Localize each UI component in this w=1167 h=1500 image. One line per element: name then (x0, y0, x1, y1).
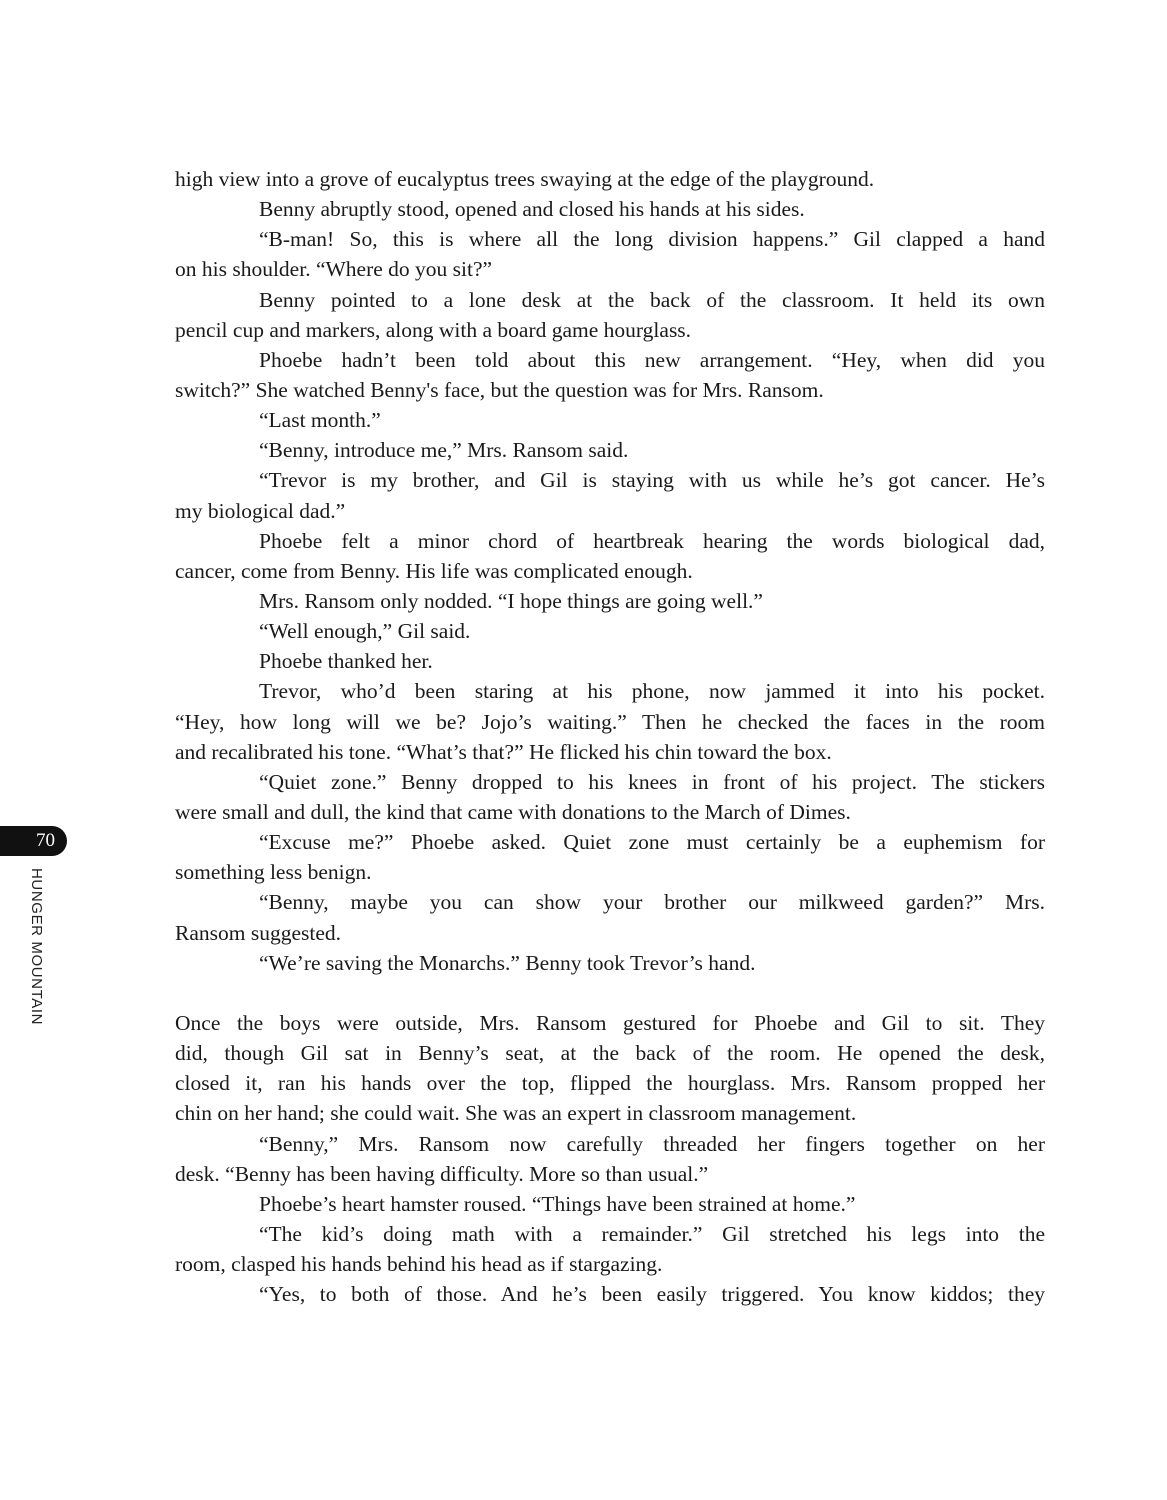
text-line: pencil cup and markers, along with a board game hourglass. (175, 317, 692, 342)
paragraph-gap (175, 978, 1045, 1008)
text-line: were small and dull, the kind that came with donations to the March of Dimes. (175, 799, 851, 824)
text-line: “Yes, to both of those. And he’s been easily triggered. You know kiddos; they (259, 1282, 1045, 1307)
text-line: “Benny,” Mrs. Ransom now carefully threaded her fingers together on her (259, 1131, 1045, 1156)
text-line: “Well enough,” Gil said. (259, 619, 471, 644)
text-line: Benny pointed to a lone desk at the back of the classroom. It held its own (259, 287, 1045, 312)
text-line: “Trevor is my brother, and Gil is staying with us while he’s got cancer. He’s (259, 468, 1045, 493)
text-line: “Hey, how long will we be? Jojo’s waiting.” Then he checked the faces in the room (175, 709, 1045, 734)
page-number-tab (0, 826, 67, 856)
text-line: Once the boys were outside, Mrs. Ransom gestured for Phoebe and Gil to sit. They (175, 1010, 1045, 1035)
text-line: high view into a grove of eucalyptus trees swaying at the edge of the playground. (175, 167, 875, 191)
text-line: Phoebe felt a minor chord of heartbreak hearing the words biological dad, (259, 528, 1045, 553)
text-line: cancer, come from Benny. His life was complicated enough. (175, 558, 693, 583)
text-line: “The kid’s doing math with a remainder.” Gil stretched his legs into the (259, 1221, 1045, 1246)
text-line: Trevor, who’d been staring at his phone, now jammed it into his pocket. (259, 679, 1045, 704)
text-line: Mrs. Ransom only nodded. “I hope things are going well.” (259, 588, 763, 613)
text-line: chin on her hand; she could wait. She was an expert in classroom management. (175, 1101, 857, 1126)
text-line: desk. “Benny has been having difficulty. More so than usual.” (175, 1161, 709, 1186)
text-line: “We’re saving the Monarchs.” Benny took Trevor’s hand. (259, 950, 756, 975)
text-line: something less benign. (175, 860, 372, 885)
body-text (175, 164, 1045, 1309)
text-line: closed it, ran his hands over the top, flipped the hourglass. Mrs. Ransom propped her (175, 1071, 1045, 1096)
text-line: “Benny, introduce me,” Mrs. Ransom said. (259, 438, 629, 463)
text-line: did, though Gil sat in Benny’s seat, at the back of the room. He opened the desk, (175, 1041, 1045, 1066)
text-line: Phoebe hadn’t been told about this new arrangement. “Hey, when did you (259, 347, 1045, 372)
text-line: “Last month.” (259, 408, 381, 433)
text-line: Phoebe’s heart hamster roused. “Things have been strained at home.” (259, 1191, 856, 1216)
running-title: HUNGER MOUNTAIN (28, 868, 45, 1026)
text-line: room, clasped his hands behind his head as if stargazing. (175, 1252, 663, 1277)
text-line: on his shoulder. “Where do you sit?” (175, 257, 493, 282)
text-line: “Benny, maybe you can show your brother our milkweed garden?” Mrs. (259, 890, 1045, 915)
text-line: and recalibrated his tone. “What’s that?” He flicked his chin toward the box. (175, 739, 832, 764)
text-line: “B-man! So, this is where all the long division happens.” Gil clapped a hand (259, 227, 1045, 252)
page-number: 70 (36, 830, 55, 851)
text-line: my biological dad.” (175, 498, 346, 523)
text-line: Phoebe thanked her. (259, 649, 433, 674)
text-line: Ransom suggested. (175, 920, 342, 945)
text-line: “Excuse me?” Phoebe asked. Quiet zone must certainly be a euphemism for (259, 830, 1045, 855)
text-line: switch?” She watched Benny's face, but the question was for Mrs. Ransom. (175, 377, 824, 402)
text-line: “Quiet zone.” Benny dropped to his knees in front of his project. The stickers (259, 769, 1045, 794)
text-line: Benny abruptly stood, opened and closed his hands at his sides. (259, 197, 805, 222)
